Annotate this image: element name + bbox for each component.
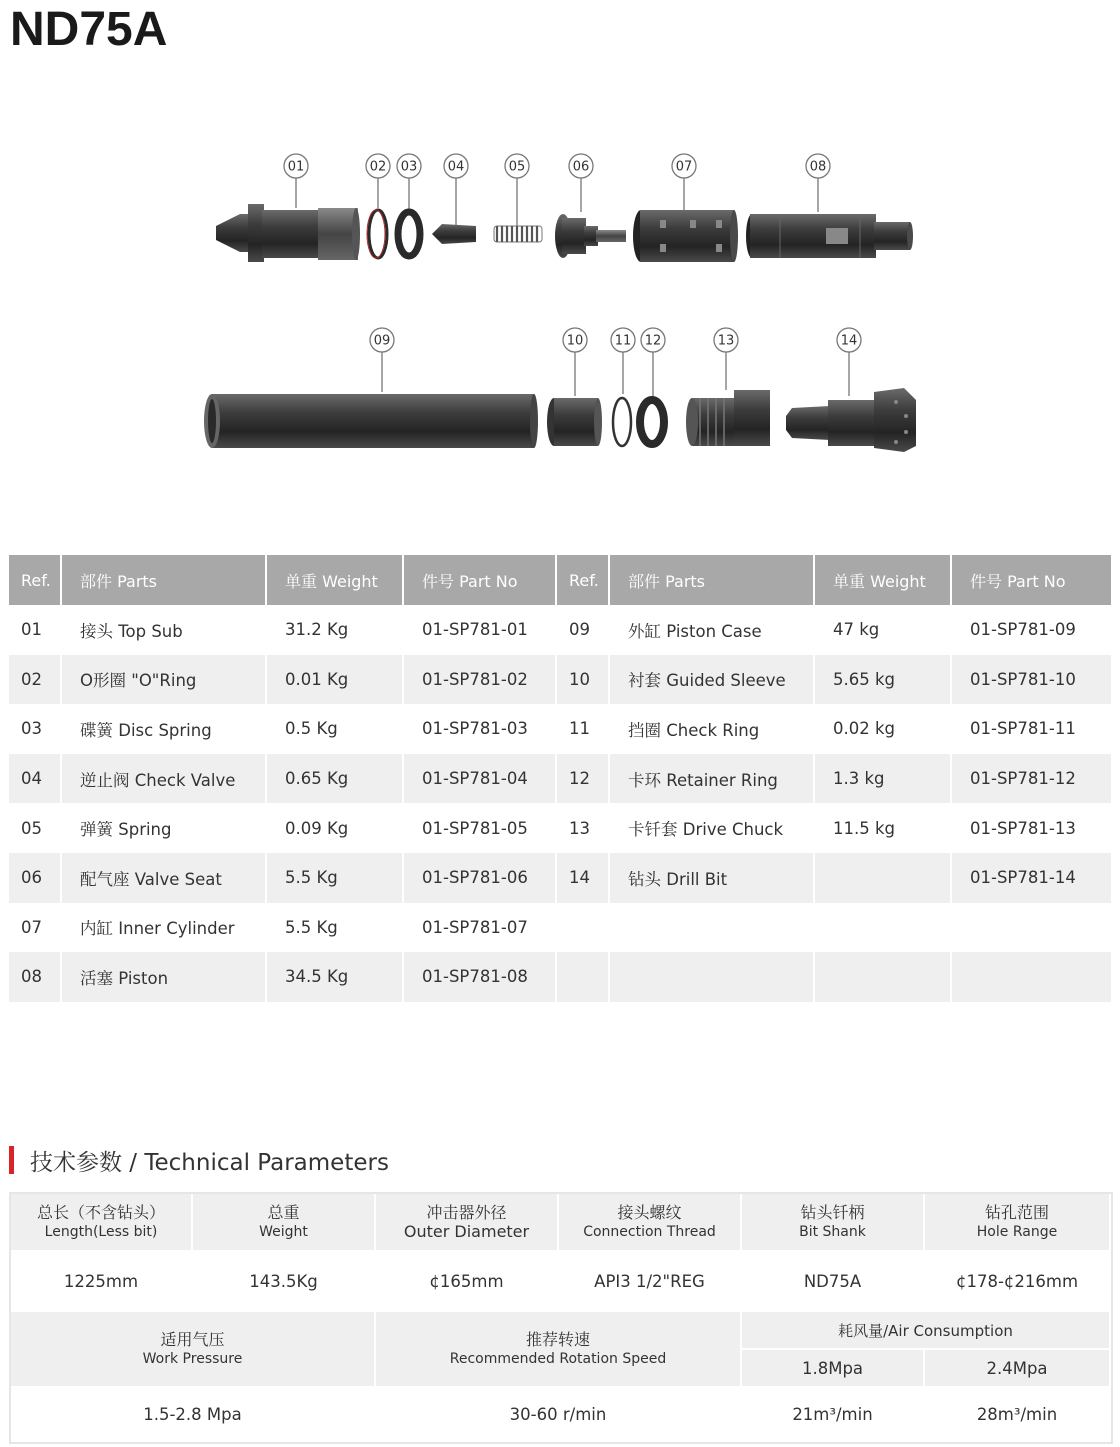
part-ref: 06: [9, 853, 62, 903]
part-weight: 0.65 Kg: [267, 754, 404, 804]
callout-14: [837, 328, 861, 352]
table-row: [9, 853, 1113, 903]
callout-label: 11: [614, 333, 632, 349]
part-number: 01-SP781-06: [404, 853, 557, 903]
part-01-top-sub: [216, 204, 360, 262]
callout-11: [611, 328, 635, 352]
header-part-no-right: 件号 Part No: [952, 555, 1113, 605]
tech-pressure-value: 1.5-2.8 Mpa: [11, 1386, 376, 1442]
part-ref: 12: [557, 754, 610, 804]
part-ref: 11: [557, 704, 610, 754]
part-name: 衬套 Guided Sleeve: [610, 655, 815, 705]
header-ref: Ref.: [9, 555, 62, 605]
callout-label: 13: [717, 333, 735, 349]
tech-weight-zh: 总重: [267, 1203, 300, 1222]
tech-value-row-2: [11, 1386, 1111, 1442]
table-row: [9, 754, 1113, 804]
part-name: 配气座 Valve Seat: [62, 853, 267, 903]
part-number: 01-SP781-10: [952, 655, 1113, 705]
tech-section-header: [9, 1145, 389, 1175]
part-number: [952, 903, 1113, 953]
tech-od-value: ¢165mm: [376, 1250, 559, 1312]
table-row: [9, 952, 1113, 1002]
table-row: [9, 655, 1113, 705]
tech-weight-header: [193, 1194, 376, 1250]
callout-label: 07: [675, 159, 693, 175]
tech-shank-value: ND75A: [742, 1250, 925, 1312]
table-row: [9, 903, 1113, 953]
callout-12: [641, 328, 665, 352]
part-name: [610, 952, 815, 1002]
tech-air-v2: 28m³/min: [925, 1386, 1111, 1442]
part-number: 01-SP781-04: [404, 754, 557, 804]
header-parts: 部件 Parts: [62, 555, 267, 605]
callout-label: 08: [809, 159, 827, 175]
part-name: 接头 Top Sub: [62, 605, 267, 655]
tech-length-en: Length(Less bit): [44, 1224, 158, 1240]
tech-pressure-header: [11, 1312, 376, 1386]
part-04-check-valve: [432, 224, 476, 244]
part-07-inner-cylinder: [633, 210, 738, 262]
part-ref: 08: [9, 952, 62, 1002]
part-number: 01-SP781-02: [404, 655, 557, 705]
part-number: 01-SP781-08: [404, 952, 557, 1002]
part-weight: 34.5 Kg: [267, 952, 404, 1002]
part-number: 01-SP781-07: [404, 903, 557, 953]
part-ref: 10: [557, 655, 610, 705]
table-row: [9, 704, 1113, 754]
tech-pressure-en: Work Pressure: [142, 1351, 243, 1367]
part-weight: [815, 952, 952, 1002]
part-number: 01-SP781-13: [952, 803, 1113, 853]
part-name: 弹簧 Spring: [62, 803, 267, 853]
part-weight: 11.5 kg: [815, 803, 952, 853]
header-part-no: 件号 Part No: [404, 555, 557, 605]
callout-05: [505, 154, 529, 178]
callout-07: [672, 154, 696, 178]
tech-speed-header: [376, 1312, 742, 1386]
part-08-piston: [746, 214, 913, 258]
callout-label: 03: [400, 159, 418, 175]
callout-06: [569, 154, 593, 178]
part-number: [952, 952, 1113, 1002]
part-number: 01-SP781-03: [404, 704, 557, 754]
part-number: 01-SP781-01: [404, 605, 557, 655]
part-weight: 1.3 kg: [815, 754, 952, 804]
callout-02: [366, 154, 390, 178]
part-name: O形圈 "O"Ring: [62, 655, 267, 705]
callout-08: [806, 154, 830, 178]
part-name: 逆止阀 Check Valve: [62, 754, 267, 804]
part-ref: [557, 952, 610, 1002]
tech-thread-value: API3 1/2"REG: [559, 1250, 742, 1312]
tech-air-label: 耗风量/Air Consumption: [742, 1312, 1111, 1350]
table-row: [9, 605, 1113, 655]
tech-weight-en: Weight: [259, 1224, 308, 1240]
tech-shank-zh: 钻头钎柄: [800, 1203, 865, 1222]
part-weight: 0.09 Kg: [267, 803, 404, 853]
tech-speed-value: 30-60 r/min: [376, 1386, 742, 1442]
part-10-guided-sleeve: [547, 398, 602, 446]
part-12-retainer-ring: [640, 400, 664, 444]
callout-13: [714, 328, 738, 352]
tech-length-zh: 总长（不含钻头）: [36, 1203, 165, 1222]
tech-thread-header: [559, 1194, 742, 1250]
part-weight: 31.2 Kg: [267, 605, 404, 655]
part-14-drill-bit: [786, 388, 916, 452]
part-ref: 05: [9, 803, 62, 853]
header-weight-right: 单重 Weight: [815, 555, 952, 605]
tech-air-p2: 2.4Mpa: [925, 1350, 1111, 1386]
part-name: 卡钎套 Drive Chuck: [610, 803, 815, 853]
callout-label: 14: [840, 333, 858, 349]
part-number: 01-SP781-12: [952, 754, 1113, 804]
accent-bar: [9, 1146, 14, 1174]
tech-value-row: [11, 1250, 1111, 1312]
tech-hole-header: [925, 1194, 1111, 1250]
tech-thread-en: Connection Thread: [583, 1224, 716, 1240]
callout-09: [370, 328, 394, 352]
callout-label: 05: [508, 159, 526, 175]
part-weight: 47 kg: [815, 605, 952, 655]
callout-label: 10: [566, 333, 584, 349]
part-09-piston-case: [204, 394, 538, 448]
part-weight: 5.5 Kg: [267, 903, 404, 953]
leader-lines-row2: [382, 350, 849, 396]
callout-10: [563, 328, 587, 352]
tech-section-title: 技术参数 / Technical Parameters: [30, 1149, 389, 1176]
exploded-parts-diagram: [0, 140, 1120, 470]
tech-shank-header: [742, 1194, 925, 1250]
part-name: 内缸 Inner Cylinder: [62, 903, 267, 953]
tech-length-header: [11, 1194, 193, 1250]
part-name: 挡圈 Check Ring: [610, 704, 815, 754]
header-parts-right: 部件 Parts: [610, 555, 815, 605]
part-name: 外缸 Piston Case: [610, 605, 815, 655]
part-13-drive-chuck: [686, 390, 770, 446]
tech-od-en: Outer Diameter: [403, 1222, 530, 1241]
callout-label: 01: [287, 159, 305, 175]
header-weight: 单重 Weight: [267, 555, 404, 605]
callout-04: [444, 154, 468, 178]
tech-speed-zh: 推荐转速: [525, 1330, 590, 1349]
part-ref: 01: [9, 605, 62, 655]
part-11-check-ring: [613, 398, 631, 446]
part-name: [610, 903, 815, 953]
page-title: ND75A: [10, 3, 168, 56]
part-05-spring: [494, 226, 542, 242]
part-weight: 0.01 Kg: [267, 655, 404, 705]
tech-thread-zh: 接头螺纹: [617, 1203, 682, 1222]
callout-label: 04: [447, 159, 465, 175]
part-03-disc-spring: [398, 212, 420, 256]
part-number: 01-SP781-05: [404, 803, 557, 853]
part-ref: 09: [557, 605, 610, 655]
part-ref: 02: [9, 655, 62, 705]
header-ref-right: Ref.: [557, 555, 610, 605]
callout-label: 09: [373, 333, 391, 349]
part-number: 01-SP781-14: [952, 853, 1113, 903]
part-weight: 0.02 kg: [815, 704, 952, 754]
part-02-o-ring: [367, 210, 387, 258]
part-weight: 5.5 Kg: [267, 853, 404, 903]
leader-lines-row1: [296, 176, 818, 226]
table-row: [9, 803, 1113, 853]
tech-header-row-2a: [11, 1312, 1111, 1350]
parts-table-header: [9, 555, 1113, 605]
tech-hole-value: ¢178-¢216mm: [925, 1250, 1111, 1312]
callout-01: [284, 154, 308, 178]
tech-params-table: [9, 1192, 1113, 1444]
part-number: 01-SP781-09: [952, 605, 1113, 655]
tech-shank-en: Bit Shank: [799, 1224, 866, 1240]
part-name: 碟簧 Disc Spring: [62, 704, 267, 754]
part-ref: 14: [557, 853, 610, 903]
part-name: 活塞 Piston: [62, 952, 267, 1002]
tech-pressure-zh: 适用气压: [160, 1330, 225, 1349]
tech-length-value: 1225mm: [11, 1250, 193, 1312]
tech-header-row: [11, 1194, 1111, 1250]
part-name: 钻头 Drill Bit: [610, 853, 815, 903]
callout-label: 12: [644, 333, 662, 349]
tech-hole-zh: 钻孔范围: [984, 1203, 1049, 1222]
tech-air-p1: 1.8Mpa: [742, 1350, 925, 1386]
part-weight: [815, 903, 952, 953]
callout-label: 02: [369, 159, 387, 175]
tech-od-zh: 冲击器外径: [426, 1203, 507, 1222]
part-weight: 0.5 Kg: [267, 704, 404, 754]
part-ref: 04: [9, 754, 62, 804]
part-name: 卡环 Retainer Ring: [610, 754, 815, 804]
part-ref: [557, 903, 610, 953]
part-06-valve-seat: [555, 214, 626, 258]
tech-weight-value: 143.5Kg: [193, 1250, 376, 1312]
tech-od-header: [376, 1194, 559, 1250]
part-ref: 13: [557, 803, 610, 853]
parts-table: [9, 555, 1113, 1002]
parts-table-body: [9, 605, 1113, 1002]
callout-03: [397, 154, 421, 178]
part-weight: [815, 853, 952, 903]
callout-label: 06: [572, 159, 590, 175]
tech-speed-en: Recommended Rotation Speed: [449, 1351, 667, 1367]
tech-hole-en: Hole Range: [976, 1224, 1058, 1240]
tech-air-v1: 21m³/min: [742, 1386, 925, 1442]
part-ref: 07: [9, 903, 62, 953]
part-number: 01-SP781-11: [952, 704, 1113, 754]
part-ref: 03: [9, 704, 62, 754]
part-weight: 5.65 kg: [815, 655, 952, 705]
